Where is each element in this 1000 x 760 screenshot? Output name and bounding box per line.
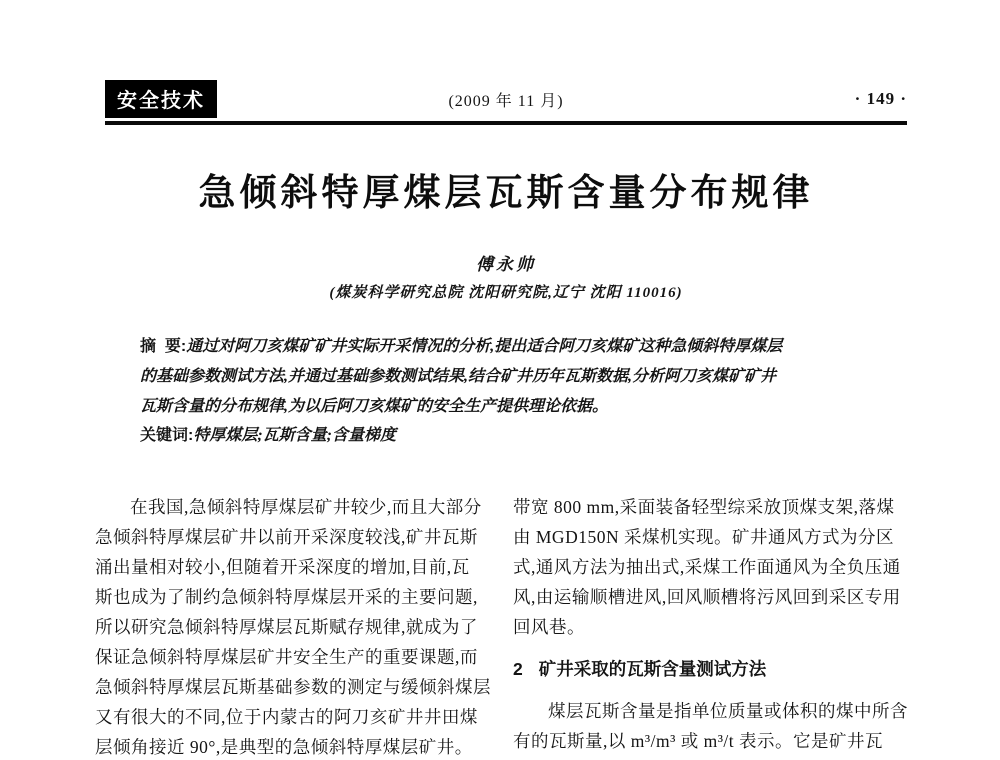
header-rule — [105, 121, 907, 125]
body-line: 斯也成为了制约急倾斜特厚煤层开采的主要问题, — [95, 587, 478, 607]
body-line: 又有很大的不同,位于内蒙古的阿刀亥矿井井田煤 — [95, 707, 478, 727]
body-left-column — [95, 492, 497, 760]
body-line: 涌出量相对较小,但随着开采深度的增加,目前,瓦 — [95, 557, 470, 577]
body-right-column — [513, 492, 915, 756]
author-name: 傅永帅 — [476, 255, 536, 274]
abstract-block — [140, 332, 880, 422]
body-line: 风,由运输顺槽进风,回风顺槽将污风回到采区专用 — [513, 587, 901, 607]
body-line: 式,通风方法为抽出式,采煤工作面通风为全负压通 — [513, 557, 901, 577]
page-header — [105, 82, 907, 116]
keywords-content: 特厚煤层;瓦斯含量;含量梯度 — [193, 427, 397, 444]
keywords-label: 关键词: — [140, 427, 194, 444]
body-line: 层倾角接近 90°,是典型的急倾斜特厚煤层矿井。 — [95, 737, 473, 757]
body-line: 所以研究急倾斜特厚煤层瓦斯赋存规律,就成为了 — [95, 617, 478, 637]
body-line: 煤层瓦斯含量是指单位质量或体积的煤中所含 — [548, 701, 908, 721]
body-line: 在我国,急倾斜特厚煤层矿井较少,而且大部分 — [130, 497, 482, 517]
body-line: 带宽 800 mm,采面装备轻型综采放顶煤支架,落煤 — [513, 497, 895, 517]
category-badge: 安全技术 — [105, 80, 217, 118]
abstract-text: 通过对阿刀亥煤矿矿井实际开采情况的分析,提出适合阿刀亥煤矿这种急倾斜特厚煤层 — [186, 338, 783, 355]
issue-date: (2009 年 11 月) — [448, 92, 564, 110]
section-heading — [513, 654, 915, 684]
abstract-label: 摘 要: — [140, 338, 187, 355]
body-line: 回风巷。 — [513, 617, 585, 637]
section-heading-text: 矿井采取的瓦斯含量测试方法 — [538, 659, 767, 679]
body-line: 急倾斜特厚煤层矿井以前开采深度较浅,矿井瓦斯 — [95, 527, 478, 547]
abstract-line: 瓦斯含量的分布规律,为以后阿刀亥煤矿的安全生产提供理论依据。 — [140, 398, 609, 415]
affiliation: (煤炭科学研究总院 沈阳研究院,辽宁 沈阳 110016) — [329, 285, 683, 301]
article-title: 急倾斜特厚煤层瓦斯含量分布规律 — [198, 172, 814, 213]
abstract-line — [140, 332, 880, 362]
section-number: 2 — [513, 659, 523, 679]
abstract-line: 的基础参数测试方法,并通过基础参数测试结果,结合矿井历年瓦斯数据,分析阿刀亥煤矿矿井 — [140, 368, 777, 385]
body-line: 保证急倾斜特厚煤层矿井安全生产的重要课题,而 — [95, 647, 478, 667]
body-line: 急倾斜特厚煤层瓦斯基础参数的测定与缓倾斜煤层 — [95, 677, 491, 697]
page-number: · 149 · — [847, 89, 907, 109]
body-line: 由 MGD150N 采煤机实现。矿井通风方式为分区 — [513, 527, 894, 547]
keywords-line — [140, 421, 880, 451]
body-line: 有的瓦斯量,以 m³/m³ 或 m³/t 表示。它是矿井瓦 — [513, 731, 884, 751]
